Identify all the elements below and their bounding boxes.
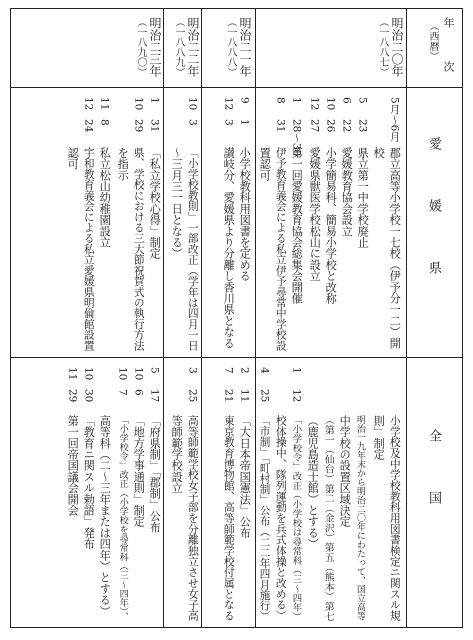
entry-day: 6 — [132, 389, 145, 396]
entry-month: 11 — [66, 367, 79, 381]
entry-text: （鹿児島造士館）とする） — [306, 415, 320, 550]
entry-text: 等師範学校設立 — [170, 415, 184, 494]
entry-day: 3 — [222, 119, 235, 126]
entry-day: 31 — [148, 119, 161, 133]
entry-text: 郡立高等小学校一七校（伊予分一二）開 — [388, 147, 402, 349]
entry-text: 「小学校令」改正（小学校は尋常科（三〜四年） — [290, 415, 302, 622]
column-divider — [201, 9, 202, 627]
column-divider — [255, 9, 256, 627]
entry-text: 認可 — [66, 147, 80, 170]
entry-month: 1 — [290, 367, 303, 374]
entry-month: 10 — [186, 97, 199, 111]
entry-text: 高等科（二〜三年または四年）とする） — [98, 415, 112, 617]
section-heading-ehime: 愛 媛 県 — [426, 137, 441, 292]
entry-month: 3 — [186, 367, 199, 374]
entry-text: 東京教育博物館、高等師範学校付属となる — [222, 415, 236, 621]
entry-day: 1 — [238, 119, 251, 126]
entry-text: 校体操中、隊列運動を兵式体操と改める） — [274, 415, 288, 621]
entry-day: 12 — [290, 389, 303, 403]
entry-month: 12 — [222, 97, 235, 111]
entry-text: 県、学校における三大節祝賀式の執行方法 — [132, 147, 146, 351]
entry-month: 10 — [132, 367, 145, 381]
entry-month: 10 — [132, 97, 145, 111]
column-divider — [406, 9, 407, 627]
entry-text: 置認可 — [258, 147, 272, 181]
entry-text: 讃岐分、愛媛県より分離し香川県となる — [222, 147, 236, 349]
entry-day: 11 — [238, 389, 251, 403]
column-divider — [163, 9, 164, 627]
entry-month: 11 — [98, 97, 111, 111]
entry-day: 27 — [308, 119, 321, 133]
entry-month: 10 — [324, 97, 337, 111]
entry-day: 7 — [116, 389, 129, 396]
entry-day: 30 — [82, 389, 95, 403]
entry-text: 〜三月三一日となる） — [170, 147, 184, 259]
entry-month: 8 — [274, 97, 287, 104]
entry-month: 7 — [222, 367, 235, 374]
entry-text: （第一（仙台）第二（金沢）第五（熊本）第七 — [322, 415, 334, 622]
entry-day: 28〜30 — [290, 119, 303, 157]
entry-text: 「小学校教則」一部改正（学年は四月一日 — [186, 147, 200, 351]
era-year-1889: 明治二二年 — [186, 17, 200, 77]
entry-day: 29 — [132, 119, 145, 133]
entry-text: 愛媛教育協会設立 — [340, 147, 354, 237]
section-heading-zenkoku: 全 国 — [426, 429, 441, 522]
era-seireki-1887: （一八八七） — [377, 17, 388, 77]
era-seireki-1890: （一八九〇） — [135, 17, 146, 77]
entry-day: 3 — [186, 119, 199, 126]
entry-day: 25 — [258, 389, 271, 403]
entry-month: 9 — [238, 97, 251, 104]
entry-text: 第一回帝国議会開会 — [66, 415, 80, 516]
entry-text: 「教育ニ関スル勅語」発布 — [82, 415, 96, 550]
entry-month: 5月〜6月 — [388, 97, 401, 142]
entry-text: 小学簡易科、簡易小学校と改称 — [324, 147, 338, 304]
entry-text: 校 — [372, 147, 386, 159]
entry-text: 高等師範学校女子部を分離独立させ女子高 — [186, 415, 200, 621]
entry-day: 25 — [186, 389, 199, 403]
entry-text: 第一回愛媛教育協会総集会開催 — [290, 147, 304, 304]
entry-text: 則」制定 — [372, 415, 386, 460]
entry-text: 県立第一中学校廃止 — [356, 147, 370, 248]
header-seireki: （西暦） — [427, 21, 438, 61]
entry-day: 21 — [222, 389, 235, 403]
entry-month: 10 — [116, 367, 129, 381]
era-seireki-1888: （一八八八） — [225, 17, 236, 77]
section-divider — [11, 357, 462, 358]
entry-month: 6 — [340, 97, 353, 104]
entry-month: 12 — [308, 97, 321, 111]
header-tsugi: 次 — [442, 61, 455, 72]
entry-text: 伊予教育義会による私立伊予尋常中学校設 — [274, 147, 288, 351]
entry-text: を指示 — [116, 147, 130, 181]
entry-text: 明治一九年末から明治二〇年にわたって、国立高等 — [354, 415, 365, 621]
era-year-1887: 明治二〇年 — [390, 17, 404, 77]
entry-month: 1 — [290, 97, 303, 104]
entry-text: 愛媛県獣医学校松山に設立 — [308, 147, 322, 282]
header-nen: 年 — [442, 17, 455, 28]
era-year-1890: 明治二三年 — [148, 17, 162, 77]
entry-text: 「私立学校心得」制定 — [148, 147, 162, 259]
entry-text: 小学校教科用図書を定める — [238, 147, 252, 282]
entry-text: 私立松山幼稚園設立 — [98, 147, 112, 248]
entry-day: 8 — [98, 119, 111, 126]
entry-day: 22 — [340, 119, 353, 133]
entry-day: 17 — [148, 389, 161, 403]
header-row-divider — [11, 87, 462, 88]
chronology-table — [10, 8, 463, 628]
entry-month: 1 — [148, 97, 161, 104]
entry-text: 「大日本帝国憲法」公布 — [238, 415, 252, 539]
entry-text: 中学校の設置区域決定 — [338, 415, 352, 527]
entry-text: 小学校及中学校教科用図書検定ニ関スル規 — [388, 415, 402, 621]
entry-day: 24 — [82, 119, 95, 133]
entry-text: 「市制」「町村制」公布（二二年四月施行） — [258, 415, 271, 622]
entry-month: 4 — [258, 367, 271, 374]
entry-text: 「地方学事通則」制定 — [132, 415, 146, 527]
era-year-1888: 明治二一年 — [238, 17, 252, 77]
entry-month: 5 — [148, 367, 161, 374]
entry-text: 宇和教育義会による私立愛媛県明倫館設置 — [82, 147, 96, 351]
entry-day: 26 — [324, 119, 337, 133]
entry-month: 10 — [82, 367, 95, 381]
entry-day: 23 — [356, 119, 369, 133]
entry-month: 5 — [356, 97, 369, 104]
entry-month: 2 — [238, 367, 251, 374]
entry-day: 29 — [66, 389, 79, 403]
entry-text: 「小学校令」改正（小学校を尋常科（三〜四年）、 — [117, 415, 128, 621]
era-seireki-1889: （一八八九） — [173, 17, 184, 77]
entry-day: 31 — [274, 119, 287, 133]
entry-month: 12 — [82, 97, 95, 111]
entry-text: 「府県制」「郡制」公布 — [148, 415, 162, 533]
